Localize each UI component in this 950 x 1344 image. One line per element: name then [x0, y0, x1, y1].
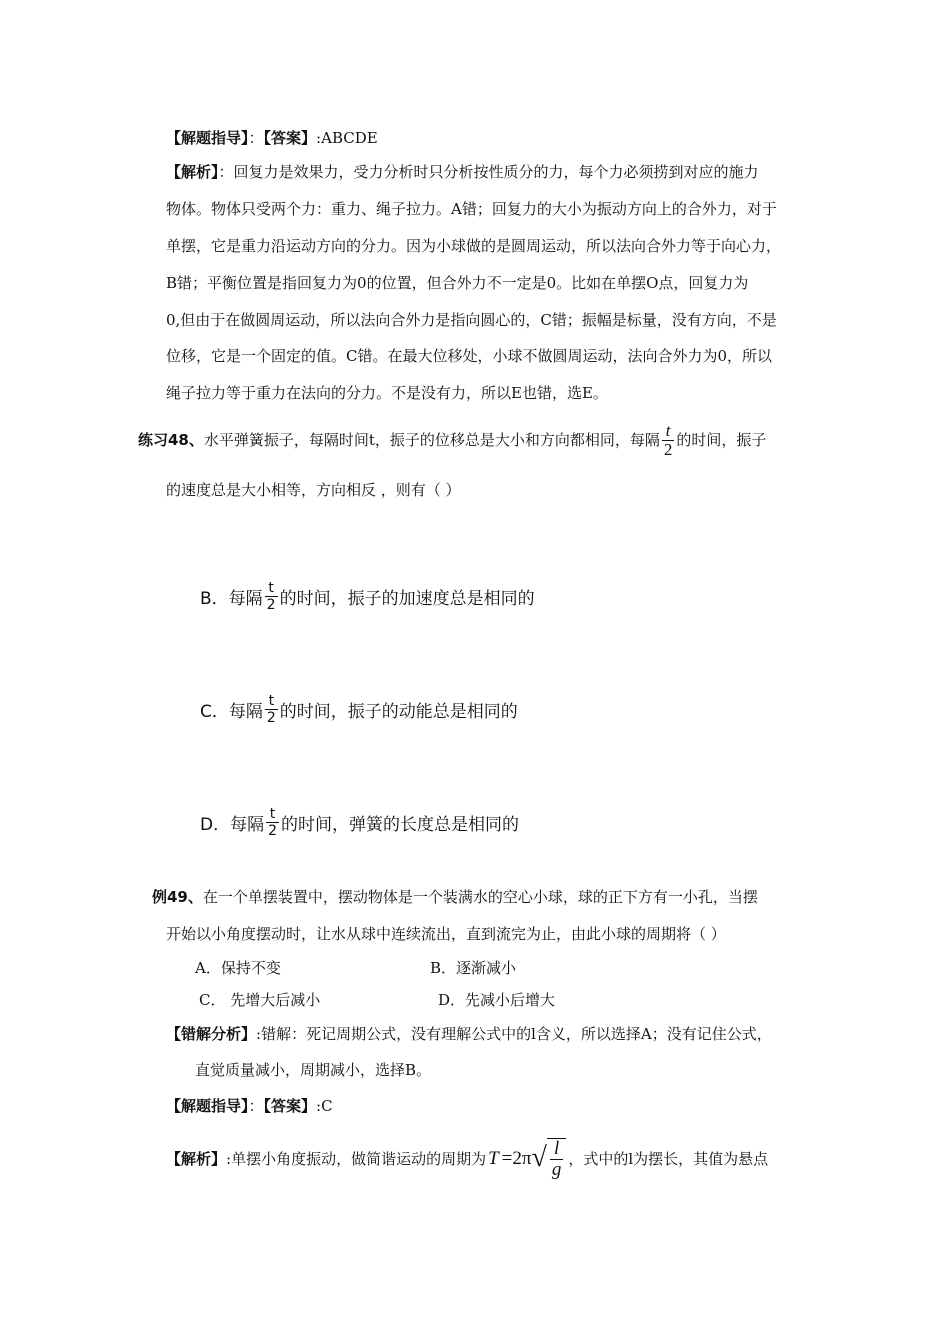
answer-label: 【答案】 — [263, 1097, 317, 1115]
example-49-line-2: 开始以小角度摆动时，让水从球中连续流出，直到流完为止，由此小球的周期将（ ） — [166, 925, 726, 943]
formula-equals: =2π — [501, 1148, 532, 1169]
fraction-numerator: t — [268, 580, 274, 596]
fraction-denominator: 2 — [266, 597, 276, 613]
answer-value: C — [321, 1097, 333, 1115]
wrong-analysis-line-1 — [166, 1024, 772, 1044]
option-prefix: C．每隔 — [200, 702, 263, 722]
formula-T: T — [488, 1148, 499, 1169]
exercise-label: 练习48、 — [138, 431, 204, 449]
analysis-label: 【解析】 — [166, 163, 219, 181]
formula-numerator: l — [553, 1138, 560, 1159]
exercise-text: 水平弹簧振子，每隔时间t，振子的位移总是大小和方向都相同，每隔 — [203, 431, 660, 449]
radical-sign-icon: √ — [531, 1142, 547, 1173]
guide-line-1 — [166, 128, 378, 148]
analysis-line-2: 物体。物体只受两个力：重力、绳子拉力。A错；回复力的大小为振动方向上的合外力，对于 — [166, 200, 777, 218]
guide-line-2 — [166, 1096, 333, 1116]
analysis-line-6: 位移，它是一个固定的值。C错。在最大位移处，小球不做圆周运动，法向合外力为0，所以 — [166, 347, 773, 365]
example-49-option-b: B．逐渐减小 — [430, 959, 517, 977]
answer-sep: : — [316, 129, 322, 147]
analysis-label: 【解析】 — [166, 1150, 227, 1168]
fraction-denominator: 2 — [268, 823, 278, 839]
wrong-analysis-line-2: 直觉质量减小，周期减小，选择B。 — [195, 1061, 432, 1079]
fraction-t-over-2 — [265, 693, 278, 726]
option-d — [200, 806, 519, 839]
root-body — [547, 1138, 567, 1180]
example-49-option-d: D．先减小后增大 — [438, 991, 556, 1009]
square-root — [531, 1138, 566, 1180]
fraction-t-over-2 — [265, 580, 278, 613]
option-b — [200, 580, 535, 613]
period-formula — [488, 1138, 566, 1180]
exercise-text-after: 的时间，振子 — [676, 431, 767, 449]
fraction-numerator: t — [665, 420, 671, 440]
example-49-option-c: C． 先增大后减小 — [199, 991, 321, 1009]
analysis-line-7: 绳子拉力等于重力在法向的分力。不是没有力，所以E也错，选E。 — [166, 384, 608, 402]
option-text: 的时间，振子的加速度总是相同的 — [279, 589, 535, 609]
guide-label: 【解题指导】 — [166, 1097, 249, 1115]
fraction-t-over-2 — [266, 806, 279, 839]
analysis-text: ：回复力是效果力，受力分析时只分析按性质分的力，每个力必须捞到对应的施力 — [218, 163, 759, 181]
example-text: 在一个单摆装置中，摆动物体是一个装满水的空心小球，球的正下方有一小孔，当摆 — [202, 888, 758, 906]
option-prefix: D．每隔 — [200, 815, 265, 835]
answer-sep: : — [316, 1097, 322, 1115]
analysis-line-1 — [166, 162, 759, 182]
exercise-48-line-2: 的速度总是大小相等，方向相反 ，则有（ ） — [166, 481, 461, 499]
exercise-48-stem — [138, 420, 766, 460]
answer-value: ABCDE — [321, 129, 378, 147]
guide-sep: ： — [248, 1097, 264, 1115]
example-49-line-1 — [152, 887, 758, 907]
formula-denominator: g — [551, 1159, 562, 1180]
fraction-numerator: t — [268, 693, 275, 709]
wrong-analysis-label: 【错解分析】 — [166, 1025, 257, 1043]
example-label: 例49、 — [152, 888, 203, 906]
wrong-analysis-text: :错解：死记周期公式，没有理解公式中的l含义，所以选择A；没有记住公式， — [256, 1025, 772, 1043]
analysis-text-after: ，式中的l为摆长，其值为悬点 — [568, 1150, 769, 1168]
analysis-line-5: 0,但由于在做圆周运动，所以法向合外力是指向圆心的，C错；振幅是标量，没有方向，不是 — [166, 311, 777, 329]
option-c — [200, 693, 518, 726]
analysis-line-4: B错；平衡位置是指回复力为0的位置，但合外力不一定是0。比如在单摆O点，回复力为 — [166, 274, 749, 292]
fraction-denominator: 2 — [266, 710, 276, 726]
analysis-line-3: 单摆，它是重力沿运动方向的分力。因为小球做的是圆周运动，所以法向合外力等于向心力， — [166, 237, 782, 255]
fraction-t-over-2 — [662, 422, 675, 459]
guide-sep: ： — [248, 129, 264, 147]
example-49-option-a: A．保持不变 — [195, 959, 281, 977]
guide-label: 【解题指导】 — [166, 129, 249, 147]
analysis-2-line — [166, 1132, 768, 1186]
option-text: 的时间，振子的动能总是相同的 — [279, 702, 518, 722]
option-prefix: B．每隔 — [200, 589, 263, 609]
answer-label: 【答案】 — [263, 129, 317, 147]
fraction-numerator: t — [269, 806, 276, 822]
option-text: 的时间，弹簧的长度总是相同的 — [281, 815, 520, 835]
fraction-denominator: 2 — [663, 439, 673, 459]
analysis-text: :单摆小角度振动，做简谐运动的周期为 — [226, 1150, 487, 1168]
